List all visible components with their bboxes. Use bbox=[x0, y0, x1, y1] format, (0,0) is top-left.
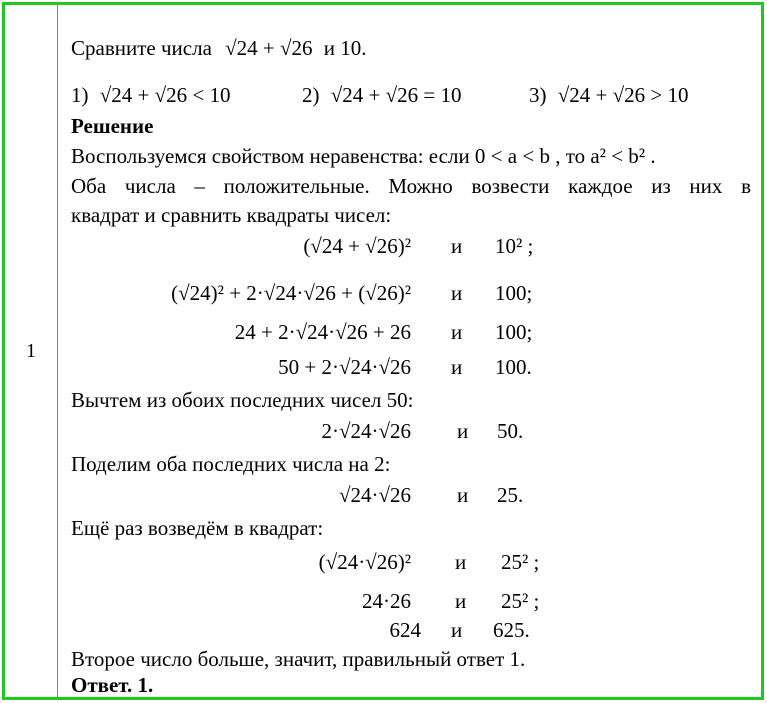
solution-heading: Решение bbox=[71, 114, 154, 138]
property-line: Воспользуемся свойством неравенства: если 0 < a < b , то a² < b² . bbox=[71, 144, 656, 168]
step-right: 100. bbox=[495, 355, 532, 379]
step-right: 50. bbox=[497, 419, 524, 443]
step-right: 625. bbox=[493, 618, 530, 642]
task-line bbox=[71, 35, 367, 61]
step-and: и bbox=[451, 355, 463, 379]
step-left: 24 + 2·√24·√26 + 26 bbox=[234, 320, 411, 344]
step-left: √24·√26 bbox=[338, 483, 411, 507]
option-expression: √24 + √26 < 10 bbox=[99, 83, 231, 107]
step-and: и bbox=[457, 419, 469, 443]
option-1 bbox=[71, 82, 231, 108]
answer-line: Ответ. 1. bbox=[71, 673, 154, 697]
subtract-line: Вычтем из обоих последних чисел 50: bbox=[71, 388, 414, 412]
solution-content bbox=[71, 5, 757, 697]
step-and: и bbox=[451, 320, 463, 344]
step-right: 10² ; bbox=[495, 234, 534, 258]
task-suffix: и 10. bbox=[323, 36, 367, 60]
step-and: и bbox=[455, 550, 467, 574]
task-prompt: Сравните числа bbox=[71, 36, 212, 60]
number-column bbox=[5, 5, 58, 697]
step-right: 25² ; bbox=[501, 550, 540, 574]
step-and: и bbox=[455, 589, 467, 613]
step-left: 24·26 bbox=[362, 589, 411, 613]
step-left: (√24)² + 2·√24·√26 + (√26)² bbox=[171, 281, 411, 305]
task-expression: √24 + √26 bbox=[225, 36, 313, 60]
explanation-line-1: Оба числа – положительные. Можно возвести каждое из них в bbox=[71, 174, 751, 198]
conclusion-line: Второе число больше, значит, правильный ответ 1. bbox=[71, 647, 526, 671]
step-left: (√24 + √26)² bbox=[303, 234, 411, 258]
step-left: (√24·√26)² bbox=[318, 550, 411, 574]
divide-line: Поделим оба последних числа на 2: bbox=[71, 452, 391, 476]
option-expression: √24 + √26 > 10 bbox=[557, 83, 689, 107]
step-and: и bbox=[451, 618, 463, 642]
step-left: 50 + 2·√24·√26 bbox=[278, 355, 411, 379]
step-and: и bbox=[457, 483, 469, 507]
step-and: и bbox=[451, 234, 463, 258]
step-right: 100; bbox=[495, 281, 533, 305]
option-number: 3) bbox=[529, 83, 547, 107]
option-number: 1) bbox=[71, 83, 89, 107]
row-number: 1 bbox=[26, 340, 36, 362]
step-right: 100; bbox=[495, 320, 533, 344]
explanation-line-2: квадрат и сравнить квадраты чисел: bbox=[71, 203, 392, 227]
option-expression: √24 + √26 = 10 bbox=[330, 83, 462, 107]
solution-card bbox=[2, 2, 764, 700]
square-again-line: Ещё раз возведём в квадрат: bbox=[71, 516, 324, 540]
option-number: 2) bbox=[302, 83, 320, 107]
step-right: 25² ; bbox=[501, 589, 540, 613]
step-and: и bbox=[451, 281, 463, 305]
step-right: 25. bbox=[497, 483, 524, 507]
option-3 bbox=[529, 82, 689, 108]
step-left: 2·√24·√26 bbox=[321, 419, 411, 443]
step-left: 624 bbox=[389, 618, 421, 642]
option-2 bbox=[302, 82, 462, 108]
